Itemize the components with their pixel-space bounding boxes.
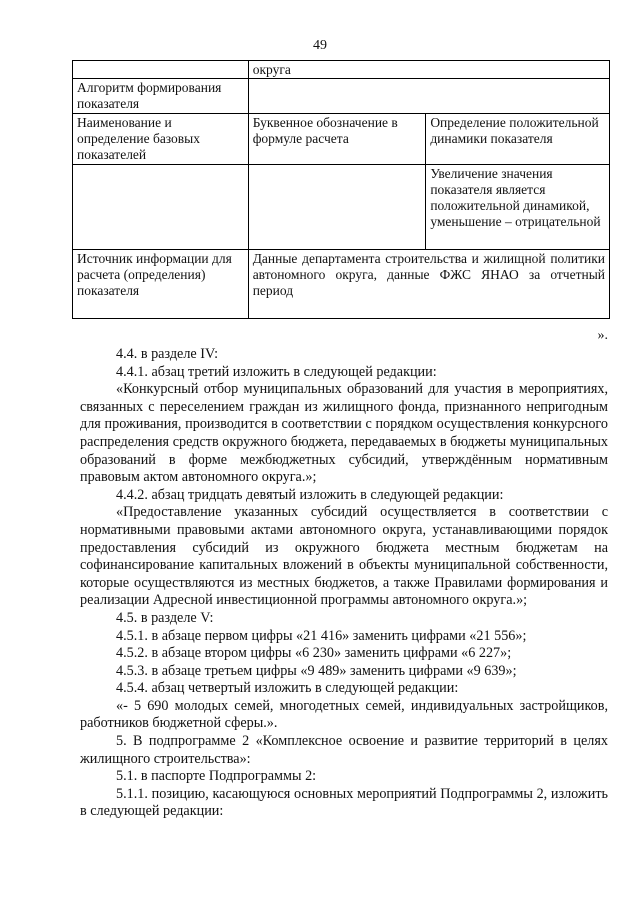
- closing-quote: ».: [597, 328, 608, 343]
- table-cell: Источник информации для расчета (определения) показателя: [73, 250, 249, 319]
- paragraph: «Конкурсный отбор муниципальных образований для участия в мероприятиях, связанных с переселением граждан из жилищного фонда, признанного непригодным для проживания, производится в соответствии с порядком осуществления конкурсного распределения средств окружного бюджета, передаваемых в бюджеты муниципальных образований в форме межбюджетных субсидий, утверждённым нормативным правовым актом автономного округа.»;: [80, 381, 608, 486]
- indicator-table: [72, 60, 610, 319]
- table-row: [73, 165, 610, 250]
- table-cell: Алгоритм формирования показателя: [73, 79, 249, 114]
- table-cell: Буквенное обозначение в формуле расчета: [248, 114, 426, 165]
- table-row: [73, 61, 610, 79]
- paragraph: 4.5.4. абзац четвертый изложить в следующей редакции:: [116, 680, 459, 697]
- table-row: [73, 79, 610, 114]
- paragraph: «- 5 690 молодых семей, многодетных семей, индивидуальных застройщиков, работников бюджетной сферы.».: [80, 697, 608, 732]
- table-cell: [248, 165, 426, 250]
- paragraph: 4.4.1. абзац третий изложить в следующей редакции:: [116, 363, 437, 380]
- paragraph: «Предоставление указанных субсидий осуществляется в соответствии с нормативными правовыми актами автономного округа, устанавливающими порядок предоставления субсидий из окружного бюджета местным бюджетам на софинансирование капитальных вложений в объекты муниципальной собственности, которые осуществляются из местных бюджетов, а также Правилами формирования и реализации Адресной инвестиционной программы автономного округа.»;: [80, 504, 608, 609]
- table-cell: Данные департамента строительства и жилищной политики автономного округа, данные ФЖС ЯНАО за отчетный период: [248, 250, 609, 319]
- table-cell: округа: [248, 61, 609, 79]
- paragraph: 4.5.2. в абзаце втором цифры «6 230» заменить цифрами «6 227»;: [116, 645, 512, 662]
- body-text: [80, 346, 608, 821]
- paragraph: 4.4. в разделе IV:: [116, 346, 219, 362]
- paragraph: 5.1. в паспорте Подпрограммы 2:: [116, 768, 317, 785]
- table-cell: Увеличение значения показателя является положительной динамикой, уменьшение – отрицательной: [426, 165, 610, 250]
- paragraph: 4.5. в разделе V:: [116, 609, 214, 626]
- page-number: 49: [313, 38, 327, 53]
- table-cell: Наименование и определение базовых показателей: [73, 114, 249, 165]
- table-row: [73, 114, 610, 165]
- paragraph: 4.5.3. в абзаце третьем цифры «9 489» заменить цифрами «9 639»;: [116, 662, 517, 679]
- table-cell: Определение положительной динамики показателя: [426, 114, 610, 165]
- paragraph: 5. В подпрограмме 2 «Комплексное освоение и развитие территорий в целях жилищного строительства»:: [80, 733, 608, 767]
- paragraph: 4.5.1. в абзаце первом цифры «21 416» заменить цифрами «21 556»;: [116, 627, 527, 644]
- paragraph: 5.1.1. позицию, касающуюся основных мероприятий Подпрограммы 2, изложить в следующей редакции:: [80, 785, 608, 820]
- table-cell: [248, 79, 609, 114]
- table-cell: [73, 61, 249, 79]
- paragraph: 4.4.2. абзац тридцать девятый изложить в следующей редакции:: [116, 486, 504, 503]
- table-row: [73, 250, 610, 319]
- table-cell: [73, 165, 249, 250]
